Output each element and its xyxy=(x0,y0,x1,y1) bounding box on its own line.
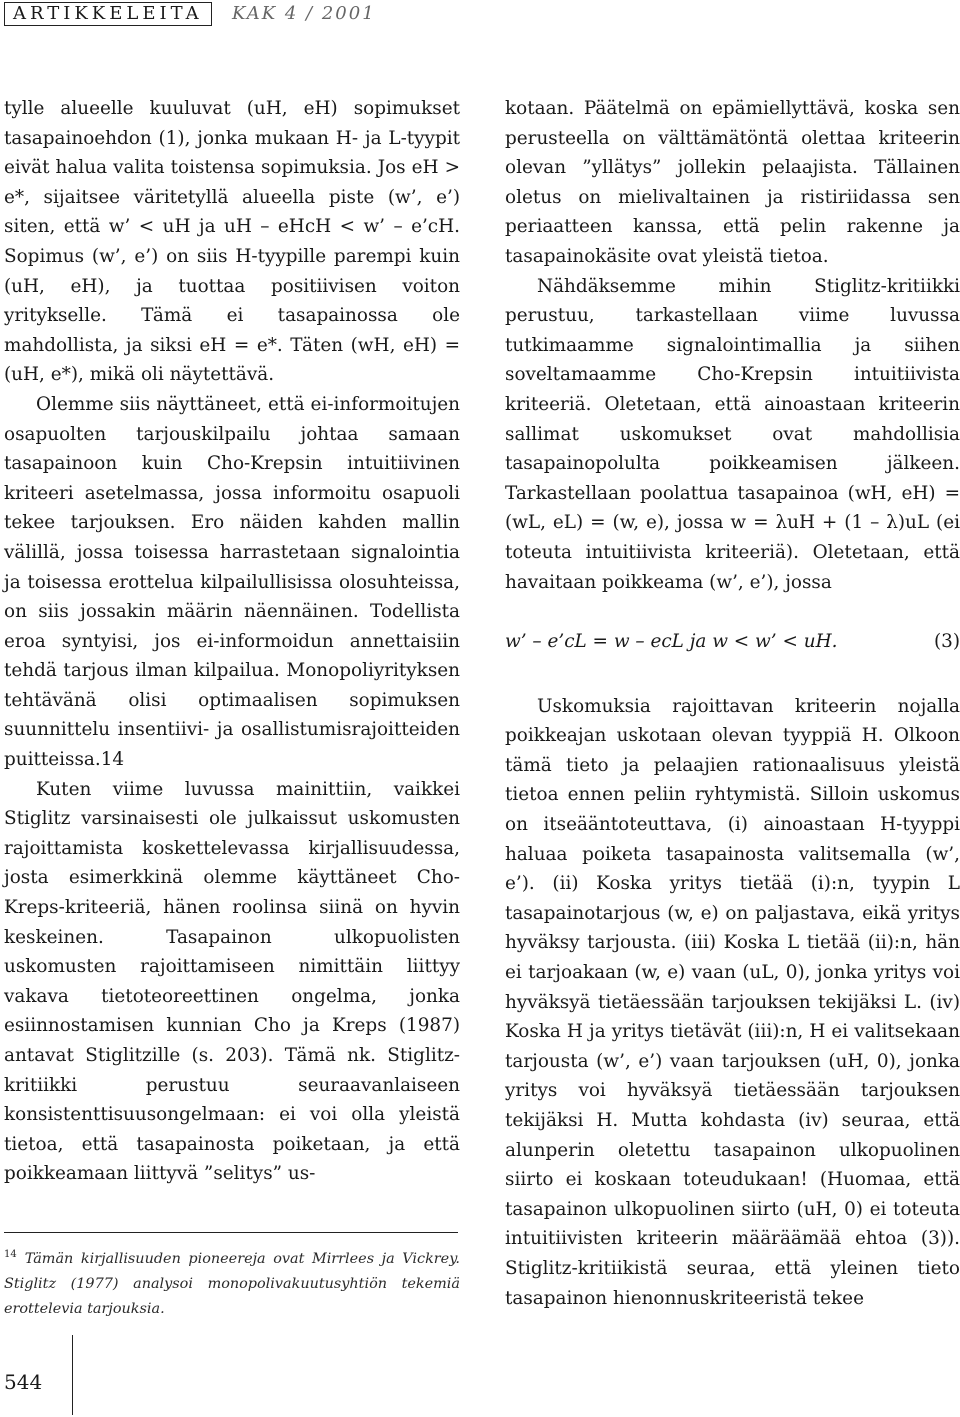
page-number-divider xyxy=(72,1335,73,1415)
left-paragraph-1: tylle alueelle kuuluvat (uH, eH) sopimukset tasapainoehdon (1), jonka mukaan H- ja L-tyypit eivät halua valita toistensa sopimuksia. Jos eH > e*, sijaitsee väritetyllä alueella piste (w’, e’) siten, että w’ < uH ja uH – eHcH < w’ – e’cH. Sopimus (w’, e’) on siis H-tyypille parempi kuin (uH, eH), ja tuottaa positiivisen voiton yritykselle. Tämä ei tasapainossa ole mahdollista, ja siksi eH = e*. Täten (wH, eH) = (uH, e*), mikä oli näytettävä. xyxy=(4,98,460,386)
footnote xyxy=(4,1242,460,1322)
right-paragraph-1: kotaan. Päätelmä on epämiellyttävä, koska sen perusteella on välttämätöntä olettaa kriteerin olevan ”yllätys” jollekin pelaajista. Tällainen oletus on mielivaltainen ja ristiriidassa sen periaatteen kanssa, että pelin rakenne ja tasapainokäsite ovat yleistä tietoa. xyxy=(505,98,960,267)
right-column xyxy=(505,94,960,1313)
journal-issue: KAK 4 / 2001 xyxy=(232,3,376,24)
footnote-text: Tämän kirjallisuuden pioneereja ovat Mirrlees ja Vickrey. Stiglitz (1977) analysoi monopolivakuutusyhtiön tekemiä erottelevia tarjouksia. xyxy=(4,1250,460,1317)
left-paragraph-2: Olemme siis näyttäneet, että ei-informoitujen osapuolten tarjouskilpailu johtaa samaan tasapainoon kuin Cho-Krepsin intuitiivinen kriteeri asetelmassa, jossa informoitu osapuoli tekee tarjouksen. Ero näiden kahden mallin välillä, jossa toisessa harrastetaan signalointia ja toisessa erottelua kilpailullisissa olosuhteissa, on siis jossakin määrin näennäinen. Todellista eroa syntyisi, jos ei-informoidun annettaisiin tehdä tarjous ilman kilpailua. Monopoliyrityksen tehtävänä olisi optimaalisen sopimuksen suunnittelu insentiivi- ja osallistumisrajoitteiden puitteissa.14 xyxy=(4,393,460,771)
right-paragraph-2: Nähdäksemme mihin Stiglitz-kritiikki perustuu, tarkastellaan viime luvussa tutkimaamme signalointimallia ja siihen soveltamaamme Cho-Krepsin intuitiivista kriteeriä. Oletetaan, että ainoastaan kriteerin sallimat uskomukset ovat mahdollisia tasapainopolulta poikkeamisen jälkeen. Tarkastellaan poolattua tasapainoa (wH, eH) = (wL, eL) = (w, e), jossa w = λuH + (1 – λ)uL (ei toteuta intuitiivista kriteeriä). Oletetaan, että havaitaan poikkeama (w’, e’), jossa xyxy=(505,275,960,593)
equation-body: w’ – e’cL = w – ecL ja w < w’ < uH. xyxy=(505,631,838,653)
equation-3 xyxy=(505,627,960,657)
right-paragraph-3: Uskomuksia rajoittavan kriteerin nojalla poikkeajan uskotaan olevan tyyppiä H. Olkoon tämä tieto ja pelaajien rationaalisuus yleistä tietoa ennen peliin ryhtymistä. Silloin uskomus on itseääntoteuttava, (i) ainoastaan H-tyyppi haluaa poiketa tasapainosta valitsemalla (w’, e’). (ii) Koska yritys tietää (i):n, tyypin L tasapainotarjous (w, e) on paljastava, eikä yritys hyväksy tarjousta. (iii) Koska L tietää (ii):n, hän ei tarjoakaan (w, e) vaan (uL, 0), jonka yritys voi hyväksyä tietäessään tarjouksen tekijäksi L. (iv) Koska H ja yritys tietävät (iii):n, H ei valitsekaan tarjousta (w’, e’) vaan tarjouksen (uH, 0), jonka yritys voi hyväksyä tietäessään tarjouksen tekijäksi H. Mutta kohdasta (iv) seuraa, että alunperin oletettu tasapainon ulkopuolinen siirto ei koskaan toteudukaan! (Huomaa, että tasapainon ulkopuolinen siirto (uH, 0) ei toteuta intuitiivisten kriteerin määräämää ehtoa (3)). Stiglitz-kritiikistä seuraa, että yleinen tieto tasapainon hienonnuskriteeristä tekee xyxy=(505,695,960,1309)
left-paragraph-3: Kuten viime luvussa mainittiin, vaikkei Stiglitz varsinaisesti ole julkaissut uskomusten rajoittamista koskettelevassa kirjallisuudessa, josta esimerkkinä olemme käyttäneet Cho-Kreps-kriteeriä, hänen roolinsa siinä on hyvin keskeinen. Tasapainon ulkopuolisten uskomusten rajoittamiseen nimittäin liittyy vakava tietoteoreettinen ongelma, jonka esiinnostamisen kunnian Cho ja Kreps (1987) antavat Stiglitzille (s. 203). Tämä nk. Stiglitz-kritiikki perustuu seuraavanlaiseen konsistenttisuusongelmaan: ei voi olla yleistä tietoa, että tasapainosta poiketaan, ja että poikkeamaan liittyvä ”selitys” us- xyxy=(4,778,460,1185)
equation-number: (3) xyxy=(933,631,960,653)
footnote-number: 14 xyxy=(4,1249,17,1260)
section-label: ARTIKKELEITA xyxy=(4,2,212,26)
left-column xyxy=(4,94,460,1189)
page-number: 544 xyxy=(4,1370,43,1394)
footnote-divider xyxy=(4,1232,458,1233)
